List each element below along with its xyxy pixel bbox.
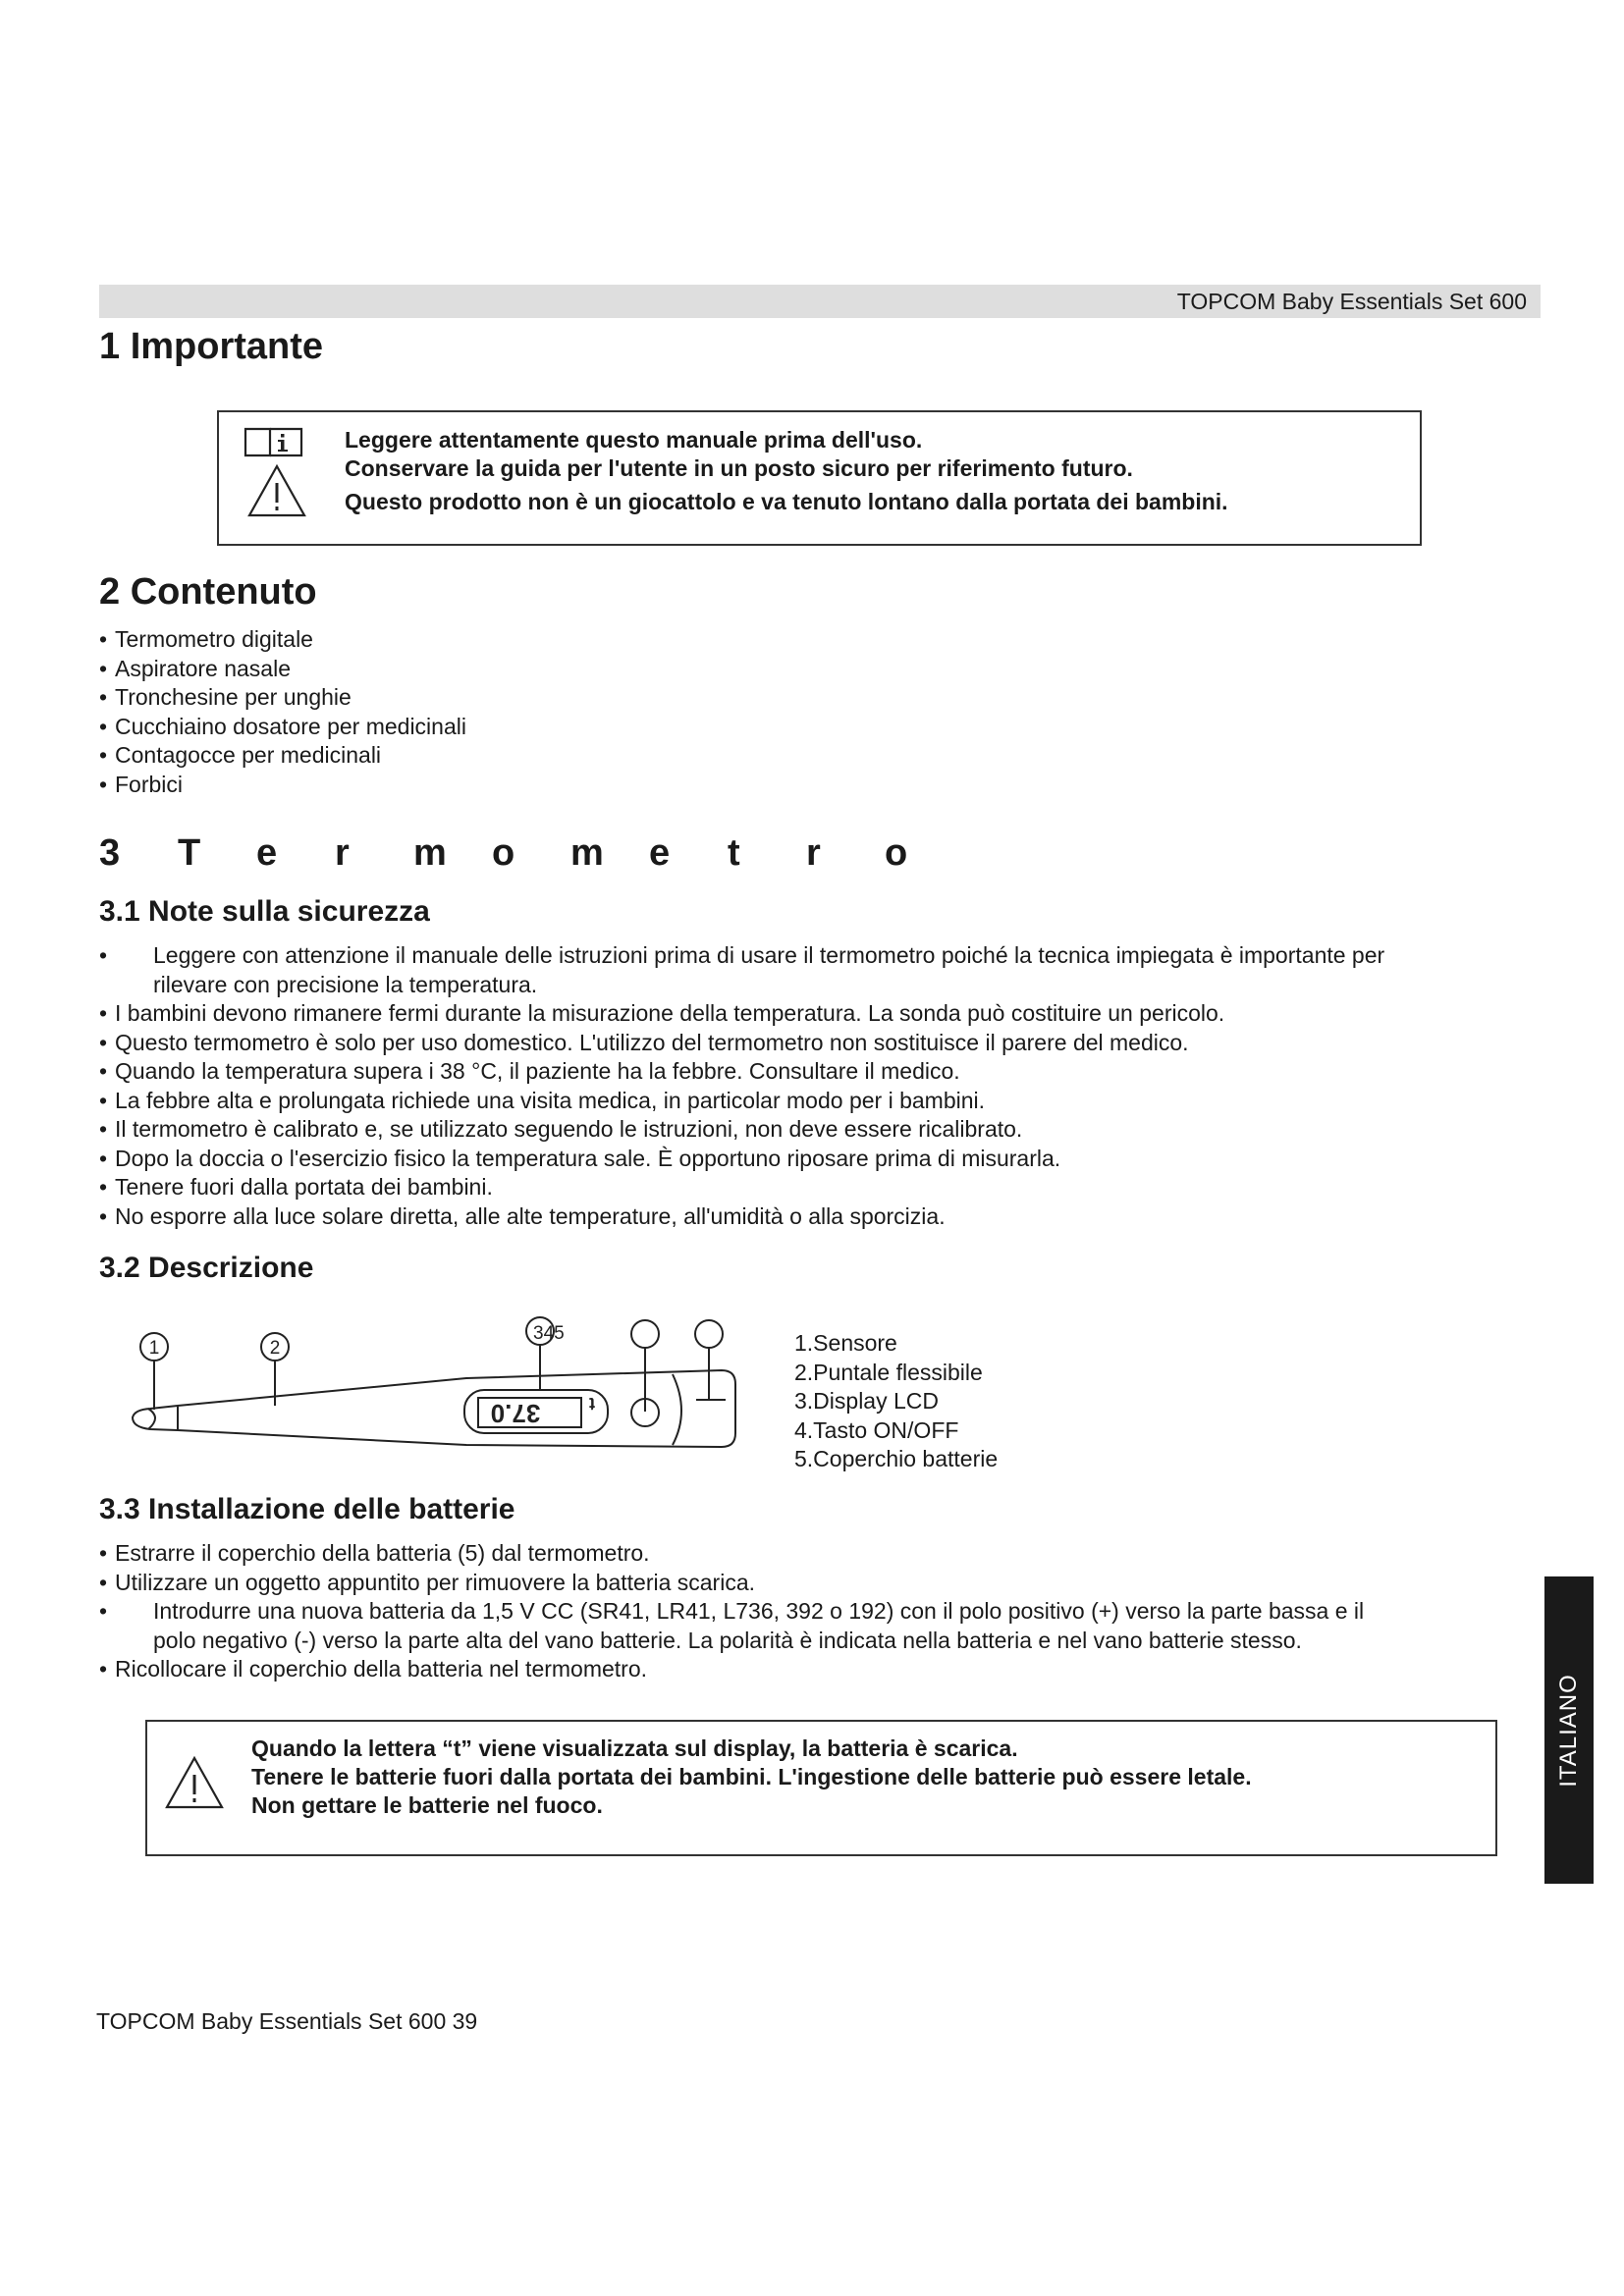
page-footer: TOPCOM Baby Essentials Set 600 39 <box>96 2008 478 2034</box>
callout-2: 2 <box>269 1338 281 1359</box>
list-item: • Aspiratore nasale <box>99 655 291 681</box>
list-item: • Questo termometro è solo per uso domestico. L'utilizzo del termometro non sostituisce il parere del medico. <box>99 1029 1189 1055</box>
list-item: • Tenere fuori dalla portata dei bambini. <box>99 1174 493 1200</box>
language-tab <box>1544 1576 1594 1884</box>
list-item: • Contagocce per medicinali <box>99 742 382 768</box>
thermometer-diagram <box>123 1309 751 1467</box>
battery-warning-box <box>145 1720 1497 1856</box>
lcd-battery-indicator: t <box>589 1394 595 1414</box>
header-title: TOPCOM Baby Essentials Set 600 <box>1176 289 1527 314</box>
notice-line: Leggere attentamente questo manuale prima dell'uso. <box>345 427 923 453</box>
important-notice-box <box>217 410 1422 546</box>
warning-line: Quando la lettera “t” viene visualizzata sul display, la batteria è scarica. <box>251 1735 1018 1761</box>
list-item: • Ricollocare il coperchio della batteria nel termometro. <box>99 1656 648 1682</box>
safety-title: 3.1 Note sulla sicurezza <box>99 895 430 928</box>
warning-line: Non gettare le batterie nel fuoco. <box>251 1792 603 1818</box>
list-item: • I bambini devono rimanere fermi durante la misurazione della temperatura. La sonda può costituire un pericolo. <box>99 1000 1225 1026</box>
list-item: • Quando la temperatura supera i 38 °C, il paziente ha la febbre. Consultare il medico. <box>99 1058 960 1084</box>
header-bar <box>99 285 1541 318</box>
section1-title: 1 Importante <box>99 326 324 367</box>
legend-item: 1.Sensore <box>794 1330 897 1356</box>
section3-title: 3 T e r m o m e t r o <box>99 832 908 874</box>
list-item: • Introdurre una nuova batteria da 1,5 V CC (SR41, LR41, L736, 392 o 192) con il polo positivo (+) verso la parte bassa e il polo negativo (-) verso la parte alta del vano batterie. La polarità è indicata nella batteria e nel vano batterie stesso. <box>99 1598 1365 1653</box>
description-title: 3.2 Descrizione <box>99 1252 314 1284</box>
list-item: • Termometro digitale <box>99 626 313 652</box>
notice-line: Conservare la guida per l'utente in un posto sicuro per riferimento futuro. <box>345 455 1133 481</box>
list-item: • No esporre alla luce solare diretta, alle alte temperature, all'umidità o alla sporcizia. <box>99 1202 946 1229</box>
language-tab-label: ITALIANO <box>1555 1673 1582 1788</box>
callout-345: 345 <box>533 1323 565 1344</box>
legend-item: 2.Puntale flessibile <box>794 1359 983 1385</box>
warning-line: Tenere le batterie fuori dalla portata dei bambini. L'ingestione delle batterie può essere letale. <box>251 1764 1252 1789</box>
list-item: • Forbici <box>99 771 184 797</box>
lcd-value: 37.0 <box>490 1399 541 1428</box>
list-item: • Leggere con attenzione il manuale delle istruzioni prima di usare il termometro poiché la tecnica impiegata è importante per rilevare con precisione la temperatura. <box>99 942 1385 997</box>
callout-1: 1 <box>148 1338 160 1359</box>
list-item: • Utilizzare un oggetto appuntito per rimuovere la batteria scarica. <box>99 1569 756 1595</box>
list-item: • La febbre alta e prolungata richiede una visita medica, in particolar modo per i bambini. <box>99 1087 986 1113</box>
warning-triangle-icon <box>246 463 307 518</box>
list-item: • Cucchiaino dosatore per medicinali <box>99 713 466 739</box>
batteries-title: 3.3 Installazione delle batterie <box>99 1493 515 1525</box>
list-item: • Dopo la doccia o l'esercizio fisico la temperatura sale. È opportuno riposare prima di misurarla. <box>99 1145 1061 1171</box>
notice-line: Questo prodotto non è un giocattolo e va tenuto lontano dalla portata dei bambini. <box>345 489 1228 514</box>
list-item: • Tronchesine per unghie <box>99 684 352 710</box>
warning-triangle-icon <box>164 1755 225 1810</box>
list-item: • Estrarre il coperchio della batteria (5) dal termometro. <box>99 1540 650 1566</box>
legend-item: 5.Coperchio batterie <box>794 1446 999 1471</box>
batteries-list <box>99 1539 1543 1684</box>
contents-list <box>99 625 466 799</box>
legend-item: 4.Tasto ON/OFF <box>794 1416 959 1443</box>
section2-title: 2 Contenuto <box>99 571 317 613</box>
list-item: • Il termometro è calibrato e, se utilizzato seguendo le istruzioni, non deve essere ricalibrato. <box>99 1116 1023 1142</box>
legend-item: 3.Display LCD <box>794 1388 939 1414</box>
safety-list <box>99 941 1543 1231</box>
manual-info-icon <box>243 425 305 458</box>
description-legend <box>794 1329 998 1474</box>
